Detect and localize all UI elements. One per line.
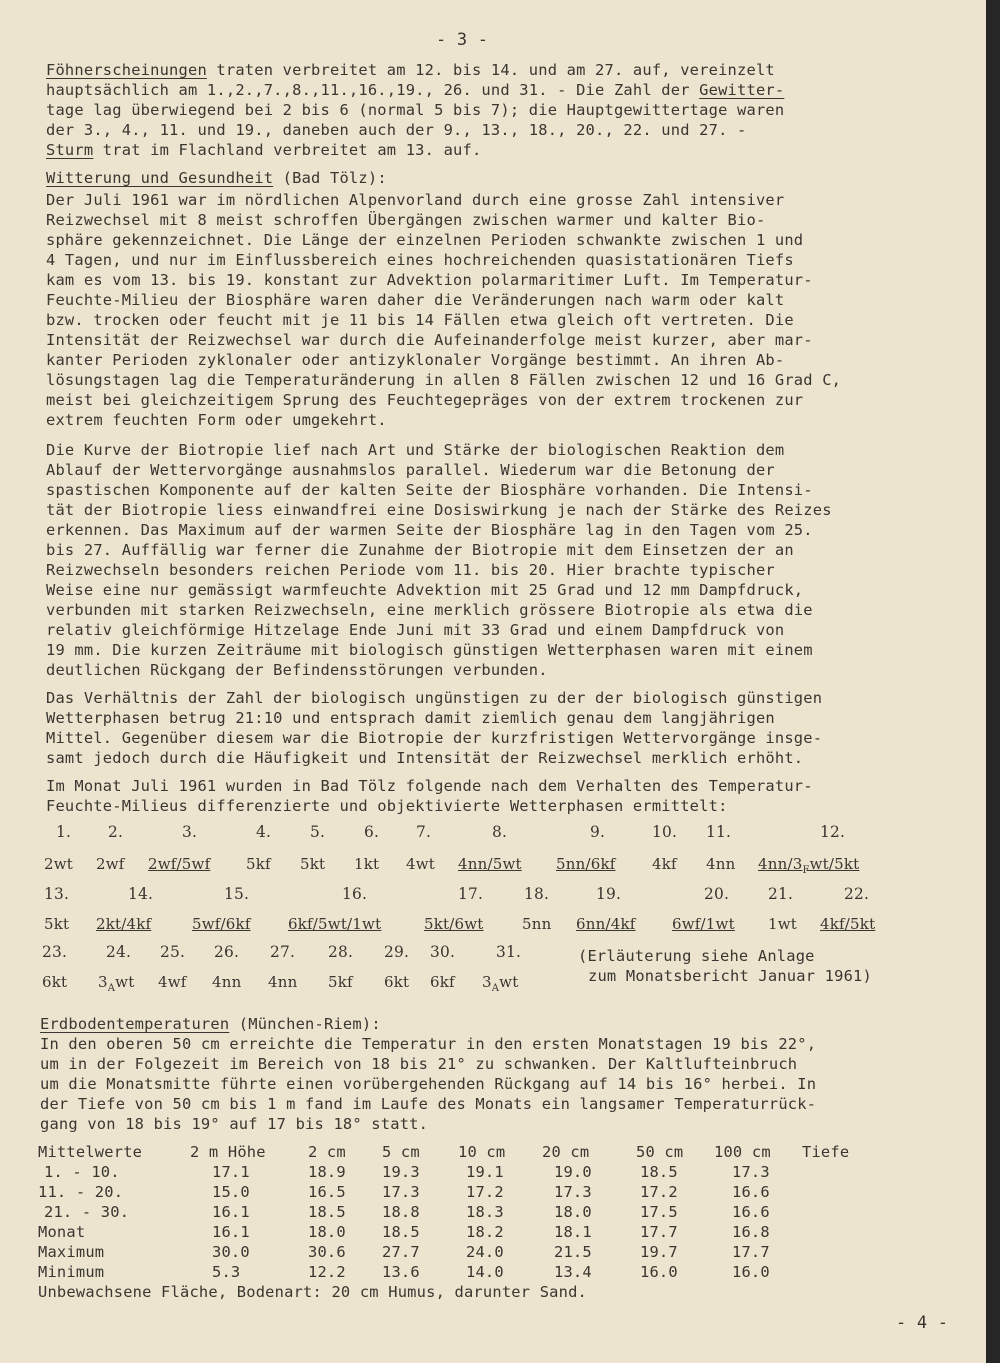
row2-phase-5: 5kt/6wt — [424, 915, 484, 933]
soil-header-2: 2 cm — [308, 1143, 346, 1161]
row3-phase-3: 4wf — [158, 973, 187, 991]
row3-day-6: 28. — [328, 943, 354, 961]
section3-line: um in der Folgezeit im Bereich von 18 bis 21° zu schwanken. Der Kaltlufteinbruch — [40, 1055, 798, 1073]
row3-phase-5: 4nn — [268, 973, 298, 991]
row1-phase-6: 1kt — [354, 855, 380, 873]
row2-phase-2: 2kt/4kf — [96, 915, 152, 933]
soil-cell-r3-c5: 18.1 — [554, 1223, 592, 1241]
row1-day-5: 5. — [310, 823, 326, 841]
row1-phase-9: 5nn/6kf — [556, 855, 616, 873]
soil-cell-r3-c7: 16.8 — [732, 1223, 770, 1241]
soil-cell-r3-c3: 18.5 — [382, 1223, 420, 1241]
row2-day-9: 21. — [768, 885, 794, 903]
row3-phase-6: 5kf — [328, 973, 353, 991]
soil-cell-r5-c4: 14.0 — [466, 1263, 504, 1281]
soil-cell-r2-c3: 18.8 — [382, 1203, 420, 1221]
row1-day-1: 1. — [56, 823, 72, 841]
para3-line: Weise eine nur gemässigt warmfeuchte Advektion mit 25 Grad und 12 mm Dampfdruck, — [46, 581, 804, 599]
para1-line-0: Föhnerscheinungen traten verbreitet am 12. bis 14. und am 27. auf, vereinzelt — [46, 61, 775, 79]
row2-day-4: 16. — [342, 885, 368, 903]
para3-line: bis 27. Auffällig war ferner die Zunahme der Biotropie mit dem Einsetzen der an — [46, 541, 794, 559]
soil-cell-r1-c2: 16.5 — [308, 1183, 346, 1201]
section3-line: um die Monatsmitte führte einen vorübergehenden Rückgang auf 14 bis 16° herbei. In — [40, 1075, 817, 1093]
row3-day-3: 25. — [160, 943, 186, 961]
row1-day-6: 6. — [364, 823, 380, 841]
soil-cell-r5-c3: 13.6 — [382, 1263, 420, 1281]
row2-phase-9: 1wt — [768, 915, 798, 933]
section3-line: In den oberen 50 cm erreichte die Temperatur in den ersten Monatstagen 19 bis 22°, — [40, 1035, 817, 1053]
section2-line: kam es vom 13. bis 19. konstant zur Advektion polarmaritimer Luft. Im Temperatur- — [46, 271, 813, 289]
soil-cell-r2-c4: 18.3 — [466, 1203, 504, 1221]
para3-line: spastischen Komponente auf der kalten Seite der Biosphäre vorhanden. Die Intensi- — [46, 481, 813, 499]
soil-cell-r4-c7: 17.7 — [732, 1243, 770, 1261]
soil-cell-r0-c5: 19.0 — [554, 1163, 592, 1181]
section2-line: extrem feuchten Form oder umgekehrt. — [46, 411, 387, 429]
row2-day-5: 17. — [458, 885, 484, 903]
page-edge-shadow — [986, 0, 1000, 1363]
soil-cell-r0-c4: 19.1 — [466, 1163, 504, 1181]
row2-day-2: 14. — [128, 885, 154, 903]
row2-phase-6: 5nn — [522, 915, 552, 933]
soil-cell-r4-c1: 30.0 — [212, 1243, 250, 1261]
soil-cell-r0-c6: 18.5 — [640, 1163, 678, 1181]
row2-day-7: 19. — [596, 885, 622, 903]
soil-table-footer: Unbewachsene Fläche, Bodenart: 20 cm Humus, darunter Sand. — [38, 1283, 588, 1301]
row3-day-2: 24. — [106, 943, 132, 961]
next-page-number: - 4 - — [896, 1313, 949, 1333]
soil-cell-r2-c7: 16.6 — [732, 1203, 770, 1221]
soil-cell-r5-c6: 16.0 — [640, 1263, 678, 1281]
soil-cell-r2-c1: 16.1 — [212, 1203, 250, 1221]
soil-cell-r1-c6: 17.2 — [640, 1183, 678, 1201]
para1-line-2: tage lag überwiegend bei 2 bis 6 (normal 5 bis 7); die Hauptgewittertage waren — [46, 101, 785, 119]
soil-cell-r1-c7: 16.6 — [732, 1183, 770, 1201]
section2-line: sphäre gekennzeichnet. Die Länge der einzelnen Perioden schwankte zwischen 1 und — [46, 231, 804, 249]
soil-cell-r4-c0: Maximum — [38, 1243, 105, 1261]
para3-line: Ablauf der Wettervorgänge ausnahmslos parallel. Wiederum war die Betonung der — [46, 461, 775, 479]
row2-phase-8: 6wf/1wt — [672, 915, 735, 933]
row2-phase-4: 6kf/5wt/1wt — [288, 915, 382, 933]
row3-day-9: 31. — [496, 943, 522, 961]
row2-day-8: 20. — [704, 885, 730, 903]
soil-cell-r3-c4: 18.2 — [466, 1223, 504, 1241]
row1-phase-11: 4nn — [706, 855, 736, 873]
section2-line: lösungstagen lag die Temperaturänderung in allen 8 Fällen zwischen 12 und 16 Grad C, — [46, 371, 842, 389]
para1-line-1: hauptsächlich am 1.,2.,7.,8.,11.,16.,19., 26. und 31. - Die Zahl der Gewitter- — [46, 81, 785, 99]
section2-heading: Witterung und Gesundheit (Bad Tölz): — [46, 169, 387, 187]
section2-line: 4 Tagen, und nur im Einflussbereich eines hochreichenden quasistationären Tiefs — [46, 251, 794, 269]
row1-phase-8: 4nn/5wt — [458, 855, 522, 873]
para1-line-4: Sturm trat im Flachland verbreitet am 13. auf. — [46, 141, 482, 159]
soil-cell-r5-c7: 16.0 — [732, 1263, 770, 1281]
soil-cell-r4-c5: 21.5 — [554, 1243, 592, 1261]
row2-day-3: 15. — [224, 885, 250, 903]
row1-phase-10: 4kf — [652, 855, 677, 873]
section3-line: der Tiefe von 50 cm bis 1 m fand im Laufe des Monats ein langsamer Temperaturrück- — [40, 1095, 817, 1113]
soil-header-6: 50 cm — [636, 1143, 684, 1161]
row3-day-4: 26. — [214, 943, 240, 961]
soil-cell-r5-c5: 13.4 — [554, 1263, 592, 1281]
row2-day-1: 13. — [44, 885, 70, 903]
row2-day-6: 18. — [524, 885, 550, 903]
para5-line: Feuchte-Milieus differenzierte und objektivierte Wetterphasen ermittelt: — [46, 797, 728, 815]
row3-day-5: 27. — [270, 943, 296, 961]
row1-phase-5: 5kt — [300, 855, 326, 873]
page-number: - 3 - — [436, 30, 489, 50]
para4-line: Wetterphasen betrug 21:10 und entsprach damit ziemlich genau dem langjährigen — [46, 709, 775, 727]
para3-line: relativ gleichförmige Hitzelage Ende Juni mit 33 Grad und einem Dampfdruck von — [46, 621, 785, 639]
soil-cell-r3-c2: 18.0 — [308, 1223, 346, 1241]
soil-cell-r2-c0: 21. - 30. — [44, 1203, 130, 1221]
row3-day-1: 23. — [42, 943, 68, 961]
soil-cell-r0-c7: 17.3 — [732, 1163, 770, 1181]
para3-line: tät der Biotropie liess einwandfrei eine Dosiswirkung je nach der Stärke des Reizes — [46, 501, 832, 519]
row2-phase-10: 4kf/5kt — [820, 915, 876, 933]
row1-phase-4: 5kf — [246, 855, 271, 873]
soil-cell-r1-c5: 17.3 — [554, 1183, 592, 1201]
soil-header-0: Mittelwerte — [38, 1143, 143, 1161]
section2-line: bzw. trocken oder feucht mit je 11 bis 14 Fällen etwa gleich oft vertreten. Die — [46, 311, 794, 329]
para3-line: Reizwechseln besonders reichen Periode vom 11. bis 20. Hier brachte typischer — [46, 561, 775, 579]
para4-line: samt jedoch durch die Häufigkeit und Intensität der Reizwechsel merklich erhöht. — [46, 749, 804, 767]
soil-cell-r2-c6: 17.5 — [640, 1203, 678, 1221]
section2-line: Der Juli 1961 war im nördlichen Alpenvorland durch eine grosse Zahl intensiver — [46, 191, 785, 209]
soil-cell-r2-c5: 18.0 — [554, 1203, 592, 1221]
row1-day-8: 8. — [492, 823, 508, 841]
row1-phase-2: 2wf — [96, 855, 125, 873]
soil-cell-r5-c1: 5.3 — [212, 1263, 241, 1281]
row1-phase-1: 2wt — [44, 855, 74, 873]
heading-foehn: Föhnerscheinungen — [46, 61, 207, 79]
row1-day-7: 7. — [416, 823, 432, 841]
soil-cell-r0-c3: 19.3 — [382, 1163, 420, 1181]
row3-phase-8: 6kf — [430, 973, 455, 991]
phases-note-line2: zum Monatsbericht Januar 1961) — [588, 967, 872, 985]
soil-header-3: 5 cm — [382, 1143, 420, 1161]
row2-phase-7: 6nn/4kf — [576, 915, 636, 933]
para5-line: Im Monat Juli 1961 wurden in Bad Tölz folgende nach dem Verhalten des Temperatur- — [46, 777, 813, 795]
row3-phase-1: 6kt — [42, 973, 68, 991]
row1-day-12: 12. — [820, 823, 846, 841]
soil-cell-r3-c1: 16.1 — [212, 1223, 250, 1241]
phases-note-line1: (Erläuterung siehe Anlage — [578, 947, 815, 965]
soil-cell-r5-c2: 12.2 — [308, 1263, 346, 1281]
para3-line: 19 mm. Die kurzen Zeiträume mit biologisch günstigen Wetterphasen waren mit einem — [46, 641, 813, 659]
section3-line: gang von 18 bis 19° auf 17 bis 18° statt. — [40, 1115, 429, 1133]
soil-cell-r3-c6: 17.7 — [640, 1223, 678, 1241]
row1-day-10: 10. — [652, 823, 678, 841]
para4-line: Mittel. Gegenüber diesem war die Biotropie der kurzfristigen Wettervorgänge insge- — [46, 729, 823, 747]
soil-cell-r1-c3: 17.3 — [382, 1183, 420, 1201]
para3-line: erkennen. Das Maximum auf der warmen Seite der Biosphäre lag in den Tagen vom 25. — [46, 521, 813, 539]
soil-cell-r0-c1: 17.1 — [212, 1163, 250, 1181]
row1-day-11: 11. — [706, 823, 732, 841]
soil-cell-r4-c4: 24.0 — [466, 1243, 504, 1261]
para4-line: Das Verhältnis der Zahl der biologisch ungünstigen zu der der biologisch günstigen — [46, 689, 823, 707]
row1-phase-12: $4nn/3_Fwt/5kt$ — [758, 855, 860, 876]
soil-cell-r4-c3: 27.7 — [382, 1243, 420, 1261]
row2-day-10: 22. — [844, 885, 870, 903]
soil-cell-r4-c2: 30.6 — [308, 1243, 346, 1261]
soil-header-5: 20 cm — [542, 1143, 590, 1161]
soil-cell-r5-c0: Minimum — [38, 1263, 105, 1281]
soil-cell-r0-c2: 18.9 — [308, 1163, 346, 1181]
soil-header-1: 2 m Höhe — [190, 1143, 266, 1161]
row1-day-9: 9. — [590, 823, 606, 841]
row3-phase-7: 6kt — [384, 973, 410, 991]
section2-line: Reizwechsel mit 8 meist schroffen Übergängen zwischen warmer und kalter Bio- — [46, 211, 766, 229]
heading-sturm: Sturm — [46, 141, 94, 159]
section2-line: Intensität der Reizwechsel war durch die Aufeinanderfolge meist kurzer, aber mar- — [46, 331, 813, 349]
para3-line: deutlichen Rückgang der Befindensstörungen verbunden. — [46, 661, 548, 679]
row1-day-3: 3. — [182, 823, 198, 841]
para1-line-3: der 3., 4., 11. und 19., daneben auch der 9., 13., 18., 20., 22. und 27. - — [46, 121, 747, 139]
para3-line: Die Kurve der Biotropie lief nach Art und Stärke der biologischen Reaktion dem — [46, 441, 785, 459]
row2-phase-1: 5kt — [44, 915, 70, 933]
section2-line: Feuchte-Milieu der Biosphäre waren daher die Veränderungen nach warm oder kalt — [46, 291, 785, 309]
row1-day-2: 2. — [108, 823, 124, 841]
row2-phase-3: 5wf/6kf — [192, 915, 251, 933]
row3-day-8: 30. — [430, 943, 456, 961]
soil-cell-r2-c2: 18.5 — [308, 1203, 346, 1221]
row1-day-4: 4. — [256, 823, 272, 841]
section3-heading: Erdbodentemperaturen (München-Riem): — [40, 1015, 381, 1033]
soil-header-4: 10 cm — [458, 1143, 506, 1161]
row3-phase-9: $3_Awt$ — [482, 973, 519, 994]
row1-phase-7: 4wt — [406, 855, 436, 873]
soil-cell-r1-c0: 11. - 20. — [38, 1183, 124, 1201]
row1-phase-3: 2wf/5wf — [148, 855, 211, 873]
soil-cell-r0-c0: 1. - 10. — [44, 1163, 120, 1181]
soil-header-7: 100 cm — [714, 1143, 771, 1161]
section2-line: meist bei gleichzeitigem Sprung des Feuchtegepräges von der extrem trockenen zur — [46, 391, 804, 409]
para3-line: verbunden mit starken Reizwechseln, eine merklich grössere Biotropie als etwa die — [46, 601, 813, 619]
soil-cell-r1-c4: 17.2 — [466, 1183, 504, 1201]
row3-phase-2: $3_Awt$ — [98, 973, 135, 994]
row3-phase-4: 4nn — [212, 973, 242, 991]
soil-header-8: Tiefe — [802, 1143, 850, 1161]
soil-cell-r4-c6: 19.7 — [640, 1243, 678, 1261]
soil-cell-r1-c1: 15.0 — [212, 1183, 250, 1201]
row3-day-7: 29. — [384, 943, 410, 961]
section2-line: kanter Perioden zyklonaler oder antizyklonaler Vorgänge bestimmt. An ihren Ab- — [46, 351, 785, 369]
soil-cell-r3-c0: Monat — [38, 1223, 86, 1241]
